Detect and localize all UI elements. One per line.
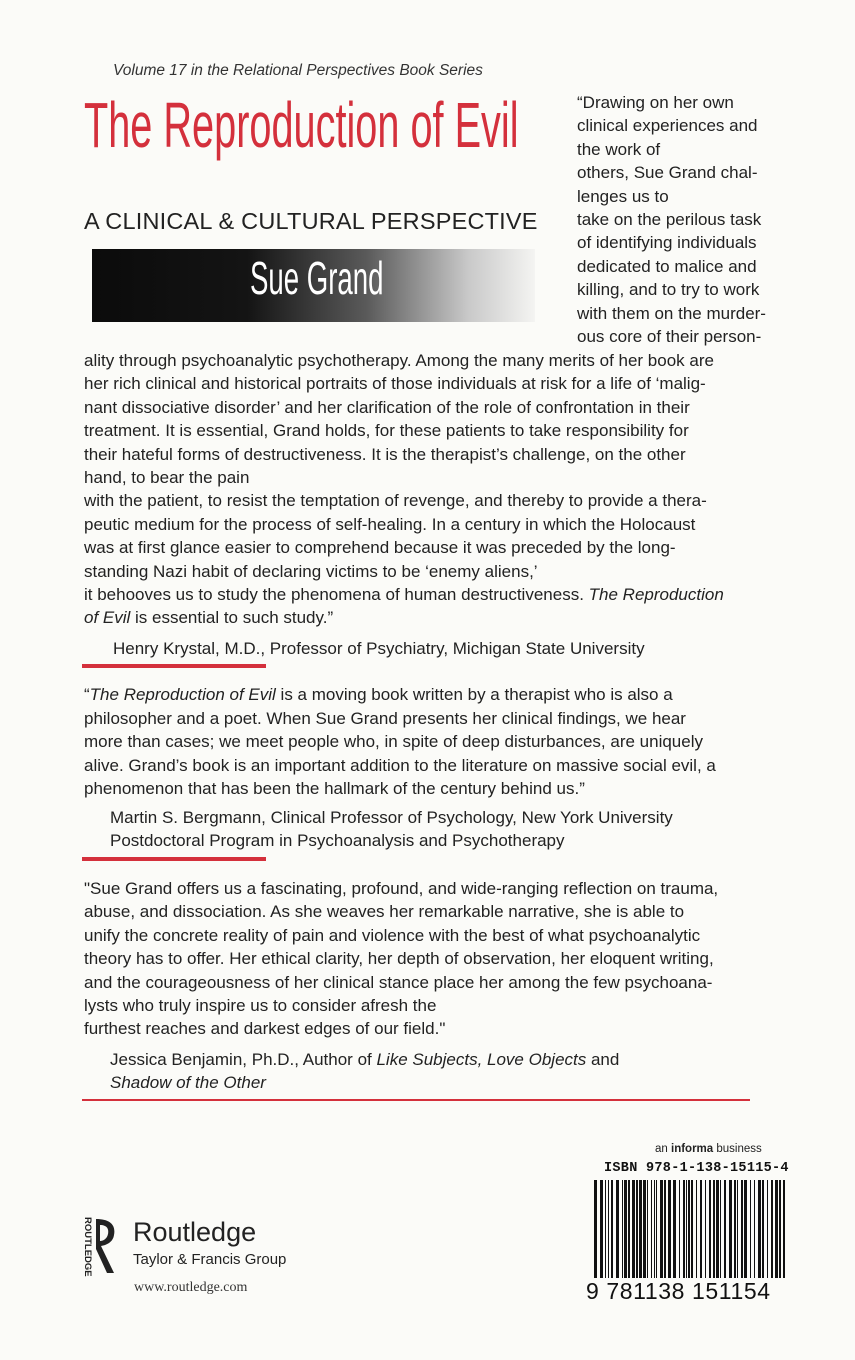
quote2-body — [84, 707, 716, 801]
barcode-bar — [651, 1180, 652, 1288]
barcode-bar — [686, 1180, 687, 1288]
barcode-bar — [762, 1180, 764, 1288]
routledge-logo-icon — [80, 1215, 120, 1277]
quote2-first-line — [84, 683, 673, 706]
barcode-bar — [724, 1180, 726, 1288]
barcode-bar — [664, 1180, 666, 1288]
quote2-open-mark: “ — [84, 685, 90, 704]
divider-rule — [82, 664, 266, 668]
barcode-bar — [775, 1180, 778, 1288]
quote-line: killing, and to try to work — [577, 280, 760, 300]
quote-line: abuse, and dissociation. As she weaves her remarkable narrative, she is able to — [84, 902, 685, 922]
quote-line: furthest reaches and darkest edges of our field." — [84, 1019, 446, 1039]
quote-line: lysts who truly inspire us to consider afresh the — [84, 996, 437, 1016]
barcode-bar — [656, 1180, 657, 1288]
barcode-icon — [592, 1180, 788, 1288]
barcode-bar — [622, 1180, 623, 1288]
barcode-bar — [767, 1180, 768, 1288]
footer-text: an — [655, 1143, 671, 1155]
barcode-bar — [705, 1180, 706, 1288]
isbn-label: ISBN 978-1-138-15115-4 — [604, 1161, 789, 1176]
barcode-bar — [616, 1180, 619, 1288]
book-title-reference: Like Subjects, Love Objects — [376, 1050, 587, 1069]
quote-line: their hateful forms of destructiveness. It is the therapist’s challenge, on the other — [84, 444, 686, 464]
barcode-bar — [647, 1180, 648, 1288]
quote-line: of identifying individuals — [577, 233, 757, 253]
attribution-line: Postdoctoral Program in Psychoanalysis and Psychotherapy — [110, 831, 565, 850]
barcode-bar — [779, 1180, 781, 1288]
barcode-bar — [691, 1180, 693, 1288]
quote-line: nant dissociative disorder’ and her clarification of the role of confrontation in their — [84, 397, 690, 417]
barcode-bar — [783, 1180, 785, 1288]
barcode-bar — [628, 1180, 630, 1288]
barcode-bar — [668, 1180, 671, 1288]
quote1-text: is essential to such study.” — [130, 608, 334, 627]
attribution-line: Martin S. Bergmann, Clinical Professor of Psychology, New York University — [110, 808, 673, 827]
barcode-bar — [737, 1180, 738, 1288]
divider-rule-long — [82, 1099, 750, 1101]
barcode-bar — [758, 1180, 761, 1288]
quote-line: alive. Grand’s book is an important addition to the literature on massive social evil, a — [84, 755, 716, 775]
quote-line: and the courageousness of her clinical stance place her among the few psychoana- — [84, 972, 713, 992]
barcode-bar — [594, 1180, 597, 1288]
barcode-bar — [771, 1180, 773, 1288]
publisher-name: Routledge — [133, 1217, 257, 1247]
quote-line: with the patient, to resist the temptation of revenge, and thereby to provide a thera- — [84, 491, 707, 511]
quote-line: dedicated to malice and — [577, 256, 757, 276]
book-title-reference: The Reproduction — [588, 585, 724, 604]
publisher-website: www.routledge.com — [134, 1280, 248, 1295]
quote3-body — [84, 877, 718, 1041]
quote-line: ous core of their person- — [577, 327, 762, 347]
quote-line: her rich clinical and historical portraits of those individuals at risk for a life of ‘malig- — [84, 374, 706, 394]
book-title-reference: The Reproduction of Evil — [89, 685, 276, 704]
quote-line: theory has to offer. Her ethical clarity, her depth of observation, her eloquent writing, — [84, 949, 714, 969]
author-name: Sue Grand — [250, 252, 384, 304]
quote-line: hand, to bear the pain — [84, 468, 250, 488]
barcode-bar — [624, 1180, 627, 1288]
barcode-bar — [741, 1180, 743, 1288]
quote3-attribution-text: and — [586, 1050, 620, 1069]
divider-rule — [82, 857, 266, 861]
barcode-bar — [744, 1180, 747, 1288]
quote-line: unify the concrete reality of pain and violence with the best of what psychoanalytic — [84, 925, 701, 945]
barcode-bar — [754, 1180, 755, 1288]
book-subtitle: A CLINICAL & CULTURAL PERSPECTIVE — [84, 208, 538, 234]
quote-line: phenomenon that has been the hallmark of the century behind us.” — [84, 779, 585, 799]
quote-line: more than cases; we meet people who, in spite of deep disturbances, are uniquely — [84, 732, 703, 752]
barcode-bar — [632, 1180, 635, 1288]
barcode-bar — [605, 1180, 606, 1288]
quote1-body — [84, 349, 714, 583]
quote-line: others, Sue Grand chal- — [577, 163, 758, 183]
barcode-bar — [643, 1180, 646, 1288]
series-line: Volume 17 in the Relational Perspectives Book Series — [113, 62, 483, 79]
barcode-bar — [729, 1180, 732, 1288]
quote3-attribution-text: Jessica Benjamin, Ph.D., Author of — [110, 1050, 377, 1069]
quote1-final-line — [84, 606, 333, 629]
barcode-bar — [750, 1180, 751, 1288]
quote1-top-column — [577, 91, 766, 348]
book-title: The Reproduction of Evil — [84, 89, 519, 161]
barcode-bar — [696, 1180, 697, 1288]
barcode-bar — [713, 1180, 715, 1288]
barcode-bar — [716, 1180, 719, 1288]
quote-line: standing Nazi habit of declaring victims to be ‘enemy aliens,’ — [84, 561, 538, 581]
book-title-reference: of Evil — [84, 608, 131, 627]
barcode-bar — [611, 1180, 613, 1288]
publisher-group: Taylor & Francis Group — [133, 1251, 287, 1268]
barcode-bar — [654, 1180, 655, 1288]
quote2-text: is a moving book written by a therapist who is also a — [275, 685, 673, 704]
barcode-bar — [700, 1180, 702, 1288]
quote-line: lenges us to — [577, 186, 669, 206]
routledge-logo-text: ROUTLEDGE — [82, 1217, 93, 1277]
barcode-bar — [709, 1180, 711, 1288]
informa-wordmark: informa — [671, 1143, 714, 1155]
barcode-bar — [600, 1180, 603, 1288]
quote-line: "Sue Grand offers us a fascinating, profound, and wide-ranging reflection on trauma, — [84, 879, 719, 898]
book-title-reference: Shadow of the Other — [110, 1073, 266, 1092]
quote-line: philosopher and a poet. When Sue Grand presents her clinical findings, we hear — [84, 709, 686, 728]
barcode-digits: 9 781138 151154 — [586, 1278, 788, 1308]
quote-line: clinical experiences and — [577, 116, 758, 136]
barcode-bar — [679, 1180, 680, 1288]
quote-line: “Drawing on her own — [577, 93, 734, 112]
quote1-attribution: Henry Krystal, M.D., Professor of Psychiatry, Michigan State University — [113, 639, 645, 658]
barcode-bar — [720, 1180, 721, 1288]
barcode-bar — [683, 1180, 685, 1288]
quote3-attribution-line2 — [110, 1071, 266, 1094]
barcode-bar — [688, 1180, 690, 1288]
quote-line: was at first glance easier to comprehend because it was preceded by the long- — [84, 538, 676, 558]
barcode-bar — [608, 1180, 609, 1288]
quote-line: with them on the murder- — [577, 303, 766, 323]
quote1-last-line — [84, 583, 724, 606]
quote-line: the work of — [577, 139, 661, 159]
quote2-attribution — [110, 806, 673, 852]
informa-business-line — [655, 1143, 762, 1155]
quote-line: ality through psychoanalytic psychotherapy. Among the many merits of her book are — [84, 351, 714, 370]
quote-line: peutic medium for the process of self-healing. In a century in which the Holocaust — [84, 514, 696, 534]
barcode-bar — [639, 1180, 642, 1288]
barcode-bar — [734, 1180, 736, 1288]
quote3-attribution — [110, 1048, 619, 1071]
quote-line: take on the perilous task — [577, 210, 762, 230]
barcode-bar — [636, 1180, 638, 1288]
footer-text: business — [713, 1143, 762, 1155]
barcode-bar — [660, 1180, 663, 1288]
quote-line: treatment. It is essential, Grand holds, for these patients to take responsibility for — [84, 421, 689, 441]
quote1-text: it behooves us to study the phenomena of human destructiveness. — [84, 585, 589, 604]
barcode-bar — [673, 1180, 676, 1288]
